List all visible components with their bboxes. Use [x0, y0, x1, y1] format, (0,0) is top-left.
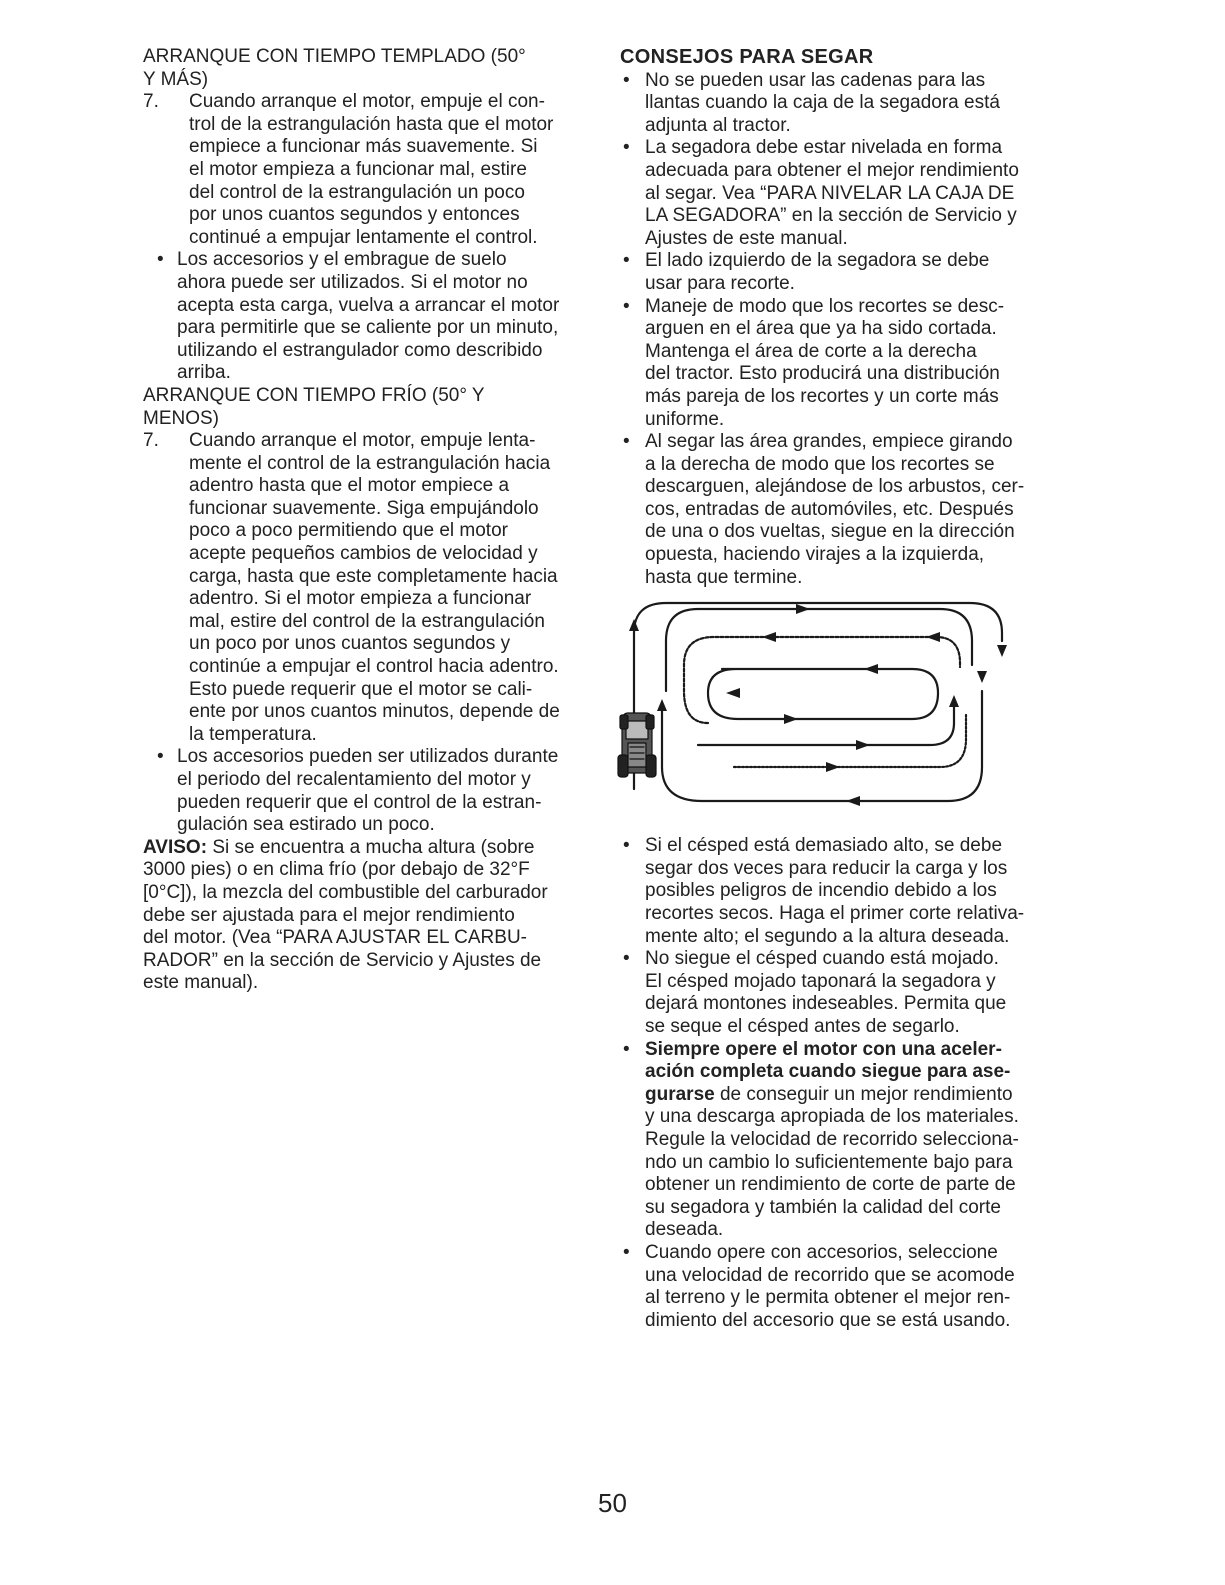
- text-line: poco a poco permitiendo que el motor: [189, 520, 508, 542]
- text-line: la temperatura.: [189, 723, 317, 745]
- notice-paragraph: [143, 837, 593, 995]
- warm-weather-heading: [143, 46, 593, 91]
- bullet-marker: •: [157, 249, 164, 271]
- text-line: un poco por unos cuantos segundos y: [189, 633, 511, 655]
- text-line: cos, entradas de automóviles, etc. Después: [645, 498, 1014, 520]
- tip-discharge: [620, 296, 1065, 432]
- fourth-lane-path: [698, 707, 954, 745]
- bullet-marker: •: [623, 1038, 630, 1060]
- text-line: hasta que termine.: [645, 566, 803, 588]
- text-line: adjunta al tractor.: [645, 114, 791, 136]
- text-line: uniforme.: [645, 408, 725, 430]
- text-line: Mantenga el área de corte a la derecha: [645, 340, 977, 362]
- arrow-right-icon: [784, 714, 798, 724]
- arrow-up-icon: [629, 619, 639, 631]
- text-line: utilizando el estrangulador como describido: [177, 339, 543, 361]
- text-line: al segar. Vea “PARA NIVELAR LA CAJA DE: [645, 182, 1015, 204]
- text-line: recortes secos. Haga el primer corte relativa-: [645, 903, 1025, 925]
- text-line: a la derecha de modo que los recortes se: [645, 453, 995, 475]
- text-line: RADOR” en la sección de Servicio y Ajustes de: [143, 949, 542, 971]
- text-line: de una o dos vueltas, siegue en la dirección: [645, 521, 1015, 543]
- tip-level-deck: [620, 137, 1065, 250]
- text-line: Esto puede requerir que el motor se cali-: [189, 678, 533, 700]
- arrow-right-icon: [826, 762, 840, 772]
- text-line: y una descarga apropiada de los materiales.: [645, 1106, 1019, 1128]
- bullet-marker: •: [623, 137, 630, 159]
- tip-tall-grass: [620, 835, 1065, 948]
- text-line: LA SEGADORA” en la sección de Servicio y: [645, 205, 1017, 227]
- text-line: Cuando opere con accesorios, seleccione: [645, 1241, 998, 1263]
- text-line: Cuando arranque el motor, empuje lenta-: [189, 430, 536, 452]
- text-line: adentro hasta que el motor empiece a: [189, 475, 510, 497]
- text-line: La segadora debe estar nivelada en forma: [645, 137, 1003, 159]
- arrow-left-icon: [726, 688, 740, 698]
- bullet-marker: •: [623, 295, 630, 317]
- text-line: al terreno y le permita obtener el mejor ren-: [645, 1287, 1011, 1309]
- text-line: del tractor. Esto producirá una distribución: [645, 363, 1000, 385]
- arrow-up-icon: [949, 695, 959, 707]
- text-line: descarguen, alejándose de los arbustos, cer-: [645, 476, 1025, 498]
- tip-chains: [620, 70, 1065, 138]
- text-line: mente el control de la estrangulación hacia: [189, 452, 551, 474]
- text-line: adentro. Si el motor empieza a funcionar: [189, 588, 532, 610]
- text-line: ndo un cambio lo suficientemente bajo para: [645, 1151, 1013, 1173]
- bullet-marker: •: [623, 250, 630, 272]
- step-number: 7.: [143, 91, 159, 113]
- text-line: el periodo del recalentamiento del motor y: [177, 769, 531, 790]
- bullet-marker: •: [623, 431, 630, 453]
- inner-loop-path: [708, 669, 938, 719]
- text-line: obtener un rendimiento de corte de parte de: [645, 1174, 1016, 1196]
- text-line: deseada.: [645, 1219, 724, 1241]
- text-line: Cuando arranque el motor, empuje el con-: [189, 91, 545, 113]
- arrow-down-icon: [977, 671, 987, 683]
- arrow-up-icon: [657, 699, 667, 711]
- warm-bullet: [143, 249, 593, 385]
- text-line: trol de la estrangulación hasta que el motor: [189, 113, 554, 135]
- text-line: para permitirle que se caliente por un minuto,: [177, 317, 559, 339]
- heading-line: MENOS): [143, 407, 219, 429]
- step-number: 7.: [143, 430, 159, 452]
- text-line: No se pueden usar las cadenas para las: [645, 69, 986, 91]
- text-line: Los accesorios pueden ser utilizados durante: [177, 746, 559, 768]
- page-number: 50: [598, 1488, 627, 1518]
- text-line: acepta esta carga, vuelva a arrancar el motor: [177, 294, 560, 316]
- heading-line: ARRANQUE CON TIEMPO FRÍO (50° Y: [143, 384, 485, 406]
- text-line: por unos cuantos segundos y entonces: [189, 204, 520, 226]
- arrow-down-icon: [997, 645, 1007, 657]
- bullet-marker: •: [157, 746, 164, 768]
- text-line: acepte pequeños cambios de velocidad y: [189, 543, 538, 565]
- text-line: mente alto; el segundo a la altura deseada.: [645, 925, 1010, 947]
- text-line: más pareja de los recortes y un corte más: [645, 385, 999, 407]
- text-line: el motor empieza a funcionar mal, estire: [189, 158, 527, 180]
- text-line: del control de la estrangulación un poco: [189, 181, 525, 203]
- text-line: una velocidad de recorrido que se acomode: [645, 1264, 1015, 1286]
- bold-word: gurarse: [645, 1083, 715, 1105]
- heading-line: ARRANQUE CON TIEMPO TEMPLADO (50°: [143, 46, 526, 67]
- text-line: ahora puede ser utilizados. Si el motor no: [177, 271, 528, 293]
- text-line: [0°C]), la mezcla del combustible del carburador: [143, 881, 548, 903]
- right-column: [620, 46, 1065, 1332]
- notice-text: Si se encuentra a mucha altura (sobre: [207, 836, 535, 858]
- left-column: [143, 46, 593, 995]
- text-line: Los accesorios y el embrague de suelo: [177, 249, 507, 271]
- text-line: continué a empujar lentamente el control.: [189, 226, 538, 248]
- tractor-icon: [618, 713, 656, 777]
- text-line: empiece a funcionar más suavemente. Si: [189, 136, 538, 158]
- cold-weather-heading: [143, 385, 593, 430]
- text-line: opuesta, haciendo virajes a la izquierda,: [645, 544, 985, 566]
- text-line: su segadora y también la calidad del corte: [645, 1196, 1001, 1218]
- cold-bullet: [143, 746, 593, 836]
- text-line: dimiento del accesorio que se está usando.: [645, 1309, 1011, 1331]
- text-line: arriba.: [177, 362, 231, 384]
- mowing-pattern-diagram: [614, 595, 1034, 829]
- text-line: gulación sea estirado un poco.: [177, 814, 435, 836]
- text-line: Al segar las área grandes, empiece girando: [645, 431, 1013, 453]
- bullet-marker: •: [623, 1241, 630, 1263]
- bullet-marker: •: [623, 948, 630, 970]
- heading-line: Y MÁS): [143, 68, 209, 90]
- bold-text-line: ación completa cuando siegue para ase-: [645, 1061, 1011, 1083]
- arrow-left-icon: [926, 632, 940, 642]
- text-line: continúe a empujar el control hacia adentro.: [189, 656, 559, 678]
- text-line: mal, estire del control de la estrangulación: [189, 610, 545, 632]
- text-line: Si el césped está demasiado alto, se debe: [645, 835, 1003, 857]
- text-line: del motor. (Vea “PARA AJUSTAR EL CARBU-: [143, 927, 527, 949]
- text-line: se seque el césped antes de segarlo.: [645, 1016, 960, 1037]
- text-segment: de conseguir un mejor rendimiento: [714, 1083, 1013, 1105]
- arrow-left-icon: [864, 664, 878, 674]
- text-line: Ajustes de este manual.: [645, 227, 848, 249]
- arrow-right-icon: [856, 740, 870, 750]
- mowing-tips-heading: CONSEJOS PARA SEGAR: [620, 46, 874, 68]
- text-line: posibles peligros de incendio debido a los: [645, 880, 997, 902]
- text-line: El césped mojado taponará la segadora y: [645, 970, 996, 992]
- text-line: segar dos veces para reducir la carga y los: [645, 857, 1008, 879]
- text-line: El lado izquierdo de la segadora se debe: [645, 250, 990, 272]
- text-line: funcionar suavemente. Siga empujándolo: [189, 497, 539, 519]
- tip-left-side: [620, 250, 1065, 295]
- tip-large-areas: [620, 431, 1065, 589]
- cold-step-7: [143, 430, 593, 746]
- fifth-lane-path: [734, 715, 966, 767]
- bullet-marker: •: [623, 835, 630, 857]
- text-line: ente por unos cuantos minutos, depende de: [189, 701, 560, 723]
- arrow-left-icon: [762, 632, 776, 642]
- notice-first-line: [143, 837, 593, 860]
- mixed-text-line: [645, 1084, 1065, 1107]
- notice-label: AVISO:: [143, 836, 208, 858]
- text-line: arguen en el área que ya ha sido cortada.: [645, 318, 997, 340]
- warm-step-7: [143, 91, 593, 249]
- text-line: carga, hasta que este completamente hacia: [189, 565, 558, 587]
- text-line: usar para recorte.: [645, 272, 795, 294]
- tip-full-throttle: [620, 1039, 1065, 1242]
- text-line: 3000 pies) o en clima frío (por debajo de 32°F: [143, 859, 530, 881]
- arrow-left-icon: [846, 796, 860, 806]
- text-line: dejará montones indeseables. Permita que: [645, 993, 1007, 1015]
- third-lane-path: [684, 637, 960, 723]
- text-line: No siegue el césped cuando está mojado.: [645, 948, 999, 970]
- bullet-marker: •: [623, 69, 630, 91]
- text-line: este manual).: [143, 972, 259, 994]
- text-line: adecuada para obtener el mejor rendimiento: [645, 159, 1019, 181]
- text-line: pueden requerir que el control de la estran-: [177, 791, 542, 813]
- text-line: Regule la velocidad de recorrido selecciona-: [645, 1128, 1019, 1150]
- tip-attachments: [620, 1242, 1065, 1332]
- bold-text-line: Siempre opere el motor con una aceler-: [645, 1038, 1002, 1060]
- text-line: Maneje de modo que los recortes se desc-: [645, 295, 1005, 317]
- arrow-right-icon: [796, 604, 810, 614]
- tip-wet-grass: [620, 948, 1065, 1038]
- text-line: llantas cuando la caja de la segadora está: [645, 92, 1000, 114]
- outer-lane-path: [634, 603, 1002, 789]
- text-line: debe ser ajustada para el mejor rendimiento: [143, 904, 515, 926]
